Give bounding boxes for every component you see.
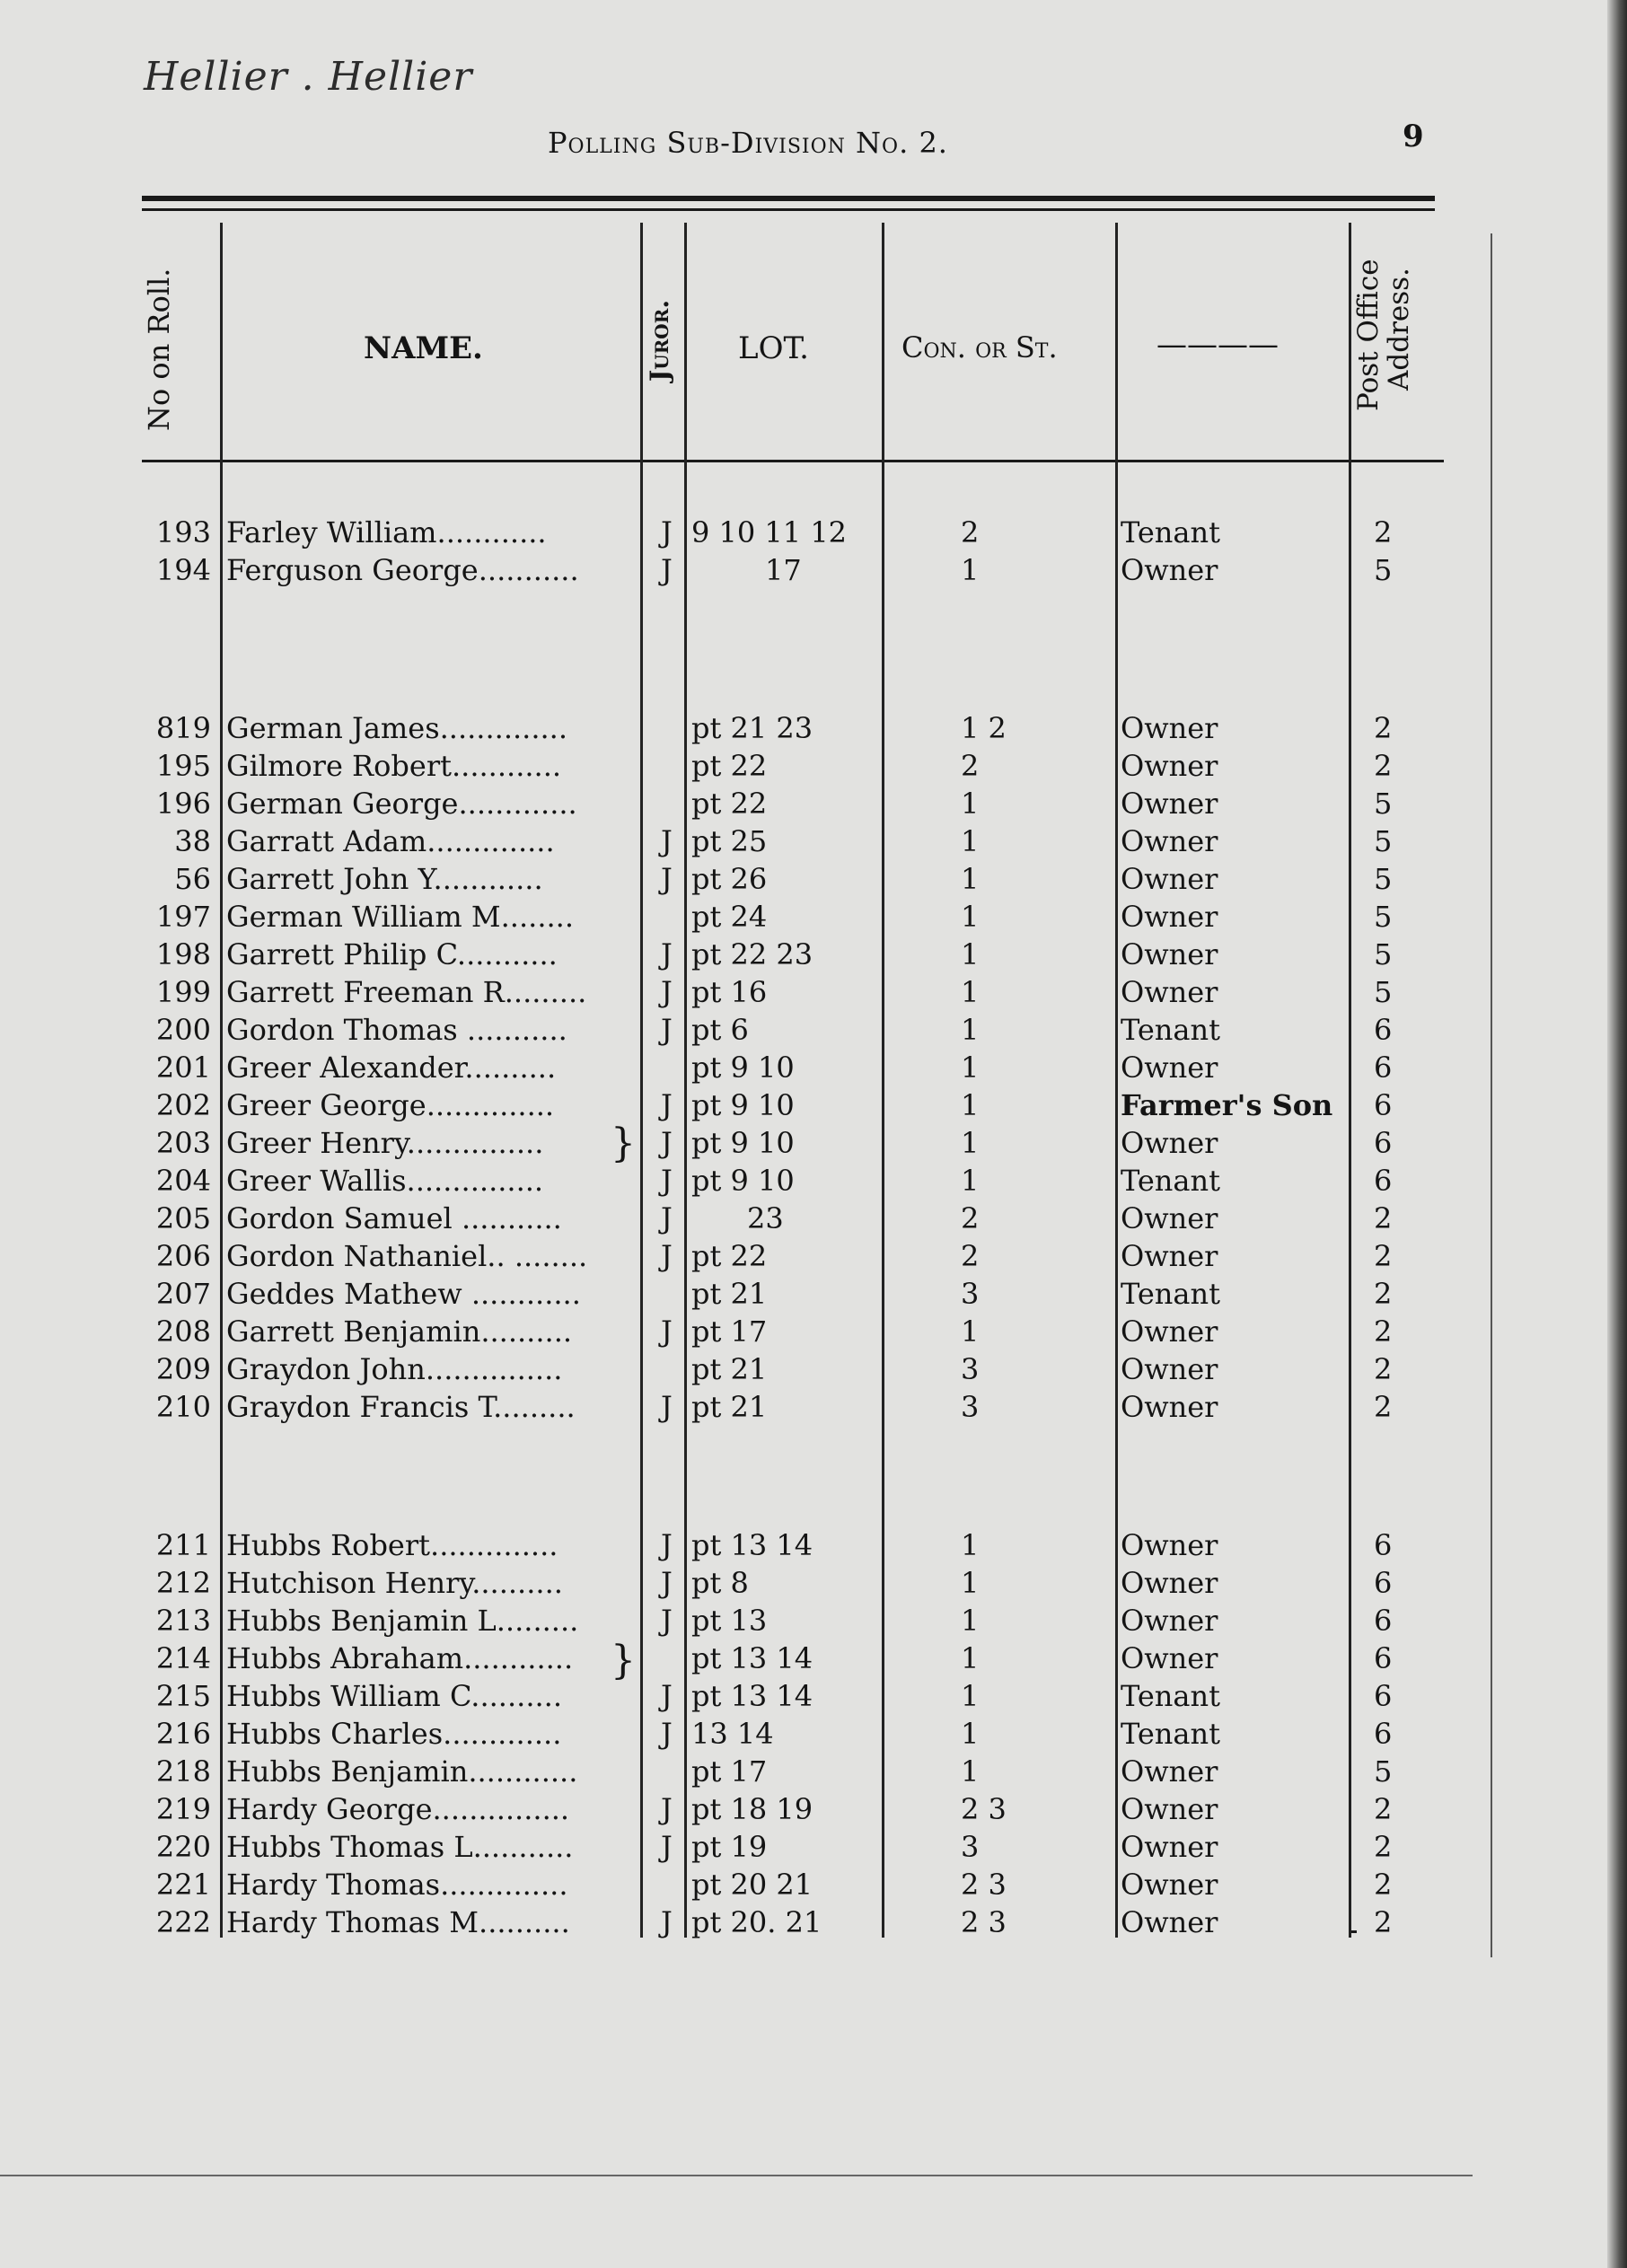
tenure-status: Owner xyxy=(1121,1126,1218,1160)
roll-number: 220 xyxy=(155,1830,211,1864)
tenure-status: Tenant xyxy=(1121,1013,1220,1047)
post-office: 6 xyxy=(1374,1604,1393,1638)
post-office: 2 xyxy=(1374,1277,1393,1311)
tenure-status: Owner xyxy=(1121,1528,1218,1562)
voter-name: Garratt Adam.............. xyxy=(226,824,555,858)
tenure-status: Owner xyxy=(1121,1905,1218,1939)
juror-mark: J xyxy=(661,1566,673,1600)
lot: pt 22 xyxy=(691,749,768,783)
voter-name: Garrett Philip C........... xyxy=(226,937,558,971)
tenure-status: Tenant xyxy=(1121,1164,1220,1198)
concession: 1 xyxy=(961,1013,980,1047)
tenure-status: Owner xyxy=(1121,975,1218,1009)
lot: pt 16 xyxy=(691,975,768,1009)
post-office: 2 xyxy=(1374,1239,1393,1273)
concession: 1 xyxy=(961,1679,980,1713)
post-office: 5 xyxy=(1374,553,1393,587)
roll-number: 208 xyxy=(155,1314,211,1349)
lot: pt 24 xyxy=(691,900,768,934)
concession: 1 xyxy=(961,862,980,896)
lot: pt 8 xyxy=(691,1566,749,1600)
concession: 2 3 xyxy=(961,1792,1007,1826)
post-office: 5 xyxy=(1374,862,1393,896)
roll-number: 214 xyxy=(155,1641,211,1675)
roll-number: 38 xyxy=(174,824,211,858)
voter-name: Gordon Nathaniel.. ........ xyxy=(226,1239,588,1273)
post-office: 6 xyxy=(1374,1088,1393,1122)
tenure-status: Owner xyxy=(1121,1390,1218,1424)
header-blank-column: ———— xyxy=(1156,327,1279,363)
top-rule-thin xyxy=(142,208,1435,211)
lot: pt 25 xyxy=(691,824,768,858)
roll-number: 210 xyxy=(155,1390,211,1424)
page-number: 9 xyxy=(1403,119,1424,154)
post-office: 6 xyxy=(1374,1717,1393,1751)
tenure-status: Owner xyxy=(1121,1050,1218,1085)
post-office: 6 xyxy=(1374,1679,1393,1713)
concession: 1 xyxy=(961,553,980,587)
post-office: 2 xyxy=(1374,1390,1393,1424)
roll-number: 211 xyxy=(155,1528,211,1562)
juror-mark: J xyxy=(661,1390,673,1424)
juror-mark: J xyxy=(661,515,673,549)
concession: 3 xyxy=(961,1830,980,1864)
lot: pt 21 23 xyxy=(691,711,814,745)
voter-name: Hardy Thomas M.......... xyxy=(226,1905,570,1939)
roll-number: 209 xyxy=(155,1352,211,1386)
header-post-office-line2: Address. xyxy=(1383,268,1415,391)
voter-name: Hubbs Benjamin............ xyxy=(226,1754,578,1789)
voter-name: Hubbs Abraham............ xyxy=(226,1641,574,1675)
lot: 17 xyxy=(765,553,802,587)
tenure-status: Tenant xyxy=(1121,1717,1220,1751)
voter-name: Geddes Mathew ............ xyxy=(226,1277,581,1311)
voter-name: Hutchison Henry.......... xyxy=(226,1566,563,1600)
brace-greer: } xyxy=(611,1121,636,1166)
roll-number: 206 xyxy=(155,1239,211,1273)
roll-number: 193 xyxy=(155,515,211,549)
table-bottom-rule xyxy=(1351,1930,1357,1933)
concession: 3 xyxy=(961,1352,980,1386)
voter-name: Greer George.............. xyxy=(226,1088,555,1122)
voter-name: Greer Alexander.......... xyxy=(226,1050,557,1085)
tenure-status: Owner xyxy=(1121,1352,1218,1386)
juror-mark: J xyxy=(661,824,673,858)
juror-mark: J xyxy=(661,1201,673,1235)
voter-name: Hardy George............... xyxy=(226,1792,570,1826)
roll-number: 204 xyxy=(155,1164,211,1198)
tenure-status: Owner xyxy=(1121,862,1218,896)
post-office: 6 xyxy=(1374,1126,1393,1160)
lot: pt 13 xyxy=(691,1604,768,1638)
tenure-status: Owner xyxy=(1121,900,1218,934)
voter-name: Gordon Thomas ........... xyxy=(226,1013,567,1047)
juror-mark: J xyxy=(661,1528,673,1562)
concession: 2 xyxy=(961,1239,980,1273)
lot: pt 22 xyxy=(691,1239,768,1273)
juror-mark: J xyxy=(661,1717,673,1751)
concession: 2 xyxy=(961,1201,980,1235)
post-office: 2 xyxy=(1374,1905,1393,1939)
voter-name: Hubbs William C.......... xyxy=(226,1679,562,1713)
post-office: 5 xyxy=(1374,824,1393,858)
concession: 1 xyxy=(961,1088,980,1122)
concession: 1 xyxy=(961,1566,980,1600)
voter-name: Gilmore Robert............ xyxy=(226,749,562,783)
roll-number: 218 xyxy=(155,1754,211,1789)
post-office: 2 xyxy=(1374,1352,1393,1386)
lot: pt 9 10 xyxy=(691,1164,795,1198)
concession: 1 2 xyxy=(961,711,1007,745)
lot: pt 18 19 xyxy=(691,1792,814,1826)
tenure-status: Owner xyxy=(1121,749,1218,783)
juror-mark: J xyxy=(661,1792,673,1826)
juror-mark: J xyxy=(661,1905,673,1939)
col-divider-4 xyxy=(882,223,884,1938)
lot: pt 9 10 xyxy=(691,1126,795,1160)
post-office: 5 xyxy=(1374,937,1393,971)
tenure-status: Owner xyxy=(1121,1641,1218,1675)
tenure-status: Owner xyxy=(1121,1314,1218,1349)
roll-number: 219 xyxy=(155,1792,211,1826)
voter-name: Greer Henry............... xyxy=(226,1126,544,1160)
roll-number: 196 xyxy=(155,787,211,821)
lot: pt 21 xyxy=(691,1390,768,1424)
col-divider-1 xyxy=(220,223,223,1938)
right-margin-line xyxy=(1491,233,1492,1957)
roll-number: 205 xyxy=(155,1201,211,1235)
tenure-status: Owner xyxy=(1121,1604,1218,1638)
concession: 1 xyxy=(961,1754,980,1789)
post-office: 2 xyxy=(1374,749,1393,783)
juror-mark: J xyxy=(661,1314,673,1349)
tenure-status: Owner xyxy=(1121,711,1218,745)
header-juror: Juror. xyxy=(645,299,674,382)
lot: pt 26 xyxy=(691,862,768,896)
concession: 3 xyxy=(961,1390,980,1424)
roll-number: 200 xyxy=(155,1013,211,1047)
concession: 1 xyxy=(961,1604,980,1638)
roll-number: 213 xyxy=(155,1604,211,1638)
concession: 1 xyxy=(961,1528,980,1562)
juror-mark: J xyxy=(661,1239,673,1273)
concession: 1 xyxy=(961,937,980,971)
tenure-status: Owner xyxy=(1121,787,1218,821)
tenure-status: Owner xyxy=(1121,1830,1218,1864)
tenure-status: Tenant xyxy=(1121,1679,1220,1713)
post-office: 6 xyxy=(1374,1528,1393,1562)
lot: 23 xyxy=(747,1201,784,1235)
col-divider-6 xyxy=(1349,223,1351,1938)
tenure-status: Tenant xyxy=(1121,515,1220,549)
roll-number: 216 xyxy=(155,1717,211,1751)
concession: 2 xyxy=(961,515,980,549)
roll-number: 221 xyxy=(155,1868,211,1902)
handwritten-annotation: Hellier . Hellier xyxy=(144,54,473,100)
post-office: 6 xyxy=(1374,1050,1393,1085)
lot: pt 21 xyxy=(691,1352,768,1386)
header-no-on-roll: No on Roll. xyxy=(142,268,176,431)
roll-number: 202 xyxy=(155,1088,211,1122)
post-office: 2 xyxy=(1374,711,1393,745)
header-post-office-line1: Post Office xyxy=(1352,259,1385,411)
voter-name: Ferguson George........... xyxy=(226,553,579,587)
juror-mark: J xyxy=(661,862,673,896)
post-office: 5 xyxy=(1374,900,1393,934)
header-lot: LOT. xyxy=(738,330,809,366)
lot: pt 6 xyxy=(691,1013,749,1047)
concession: 1 xyxy=(961,900,980,934)
concession: 1 xyxy=(961,1717,980,1751)
voter-name: Garrett Benjamin.......... xyxy=(226,1314,573,1349)
roll-number: 201 xyxy=(155,1050,211,1085)
lot: pt 13 14 xyxy=(691,1528,814,1562)
header-bottom-rule xyxy=(142,460,1444,462)
voter-name: German James.............. xyxy=(226,711,568,745)
post-office: 5 xyxy=(1374,975,1393,1009)
post-office: 2 xyxy=(1374,1830,1393,1864)
tenure-status: Owner xyxy=(1121,1566,1218,1600)
post-office: 2 xyxy=(1374,515,1393,549)
post-office: 6 xyxy=(1374,1164,1393,1198)
post-office: 2 xyxy=(1374,1868,1393,1902)
lot: pt 20. 21 xyxy=(691,1905,822,1939)
juror-mark: J xyxy=(661,1679,673,1713)
juror-mark: J xyxy=(661,1088,673,1122)
voter-name: Hubbs Robert.............. xyxy=(226,1528,558,1562)
concession: 2 3 xyxy=(961,1905,1007,1939)
lot: pt 9 10 xyxy=(691,1050,795,1085)
post-office: 2 xyxy=(1374,1314,1393,1349)
concession: 2 xyxy=(961,749,980,783)
tenure-status: Owner xyxy=(1121,1754,1218,1789)
post-office: 2 xyxy=(1374,1201,1393,1235)
voter-name: Hubbs Charles............. xyxy=(226,1717,562,1751)
roll-number: 194 xyxy=(155,553,211,587)
bottom-margin-line xyxy=(0,2175,1473,2176)
lot: pt 21 xyxy=(691,1277,768,1311)
header-con-or-st: Con. or St. xyxy=(901,330,1058,365)
roll-number: 198 xyxy=(155,937,211,971)
col-divider-5 xyxy=(1115,223,1118,1938)
lot: pt 13 14 xyxy=(691,1679,814,1713)
concession: 1 xyxy=(961,1641,980,1675)
roll-number: 56 xyxy=(174,862,211,896)
tenure-status: Owner xyxy=(1121,553,1218,587)
roll-number: 222 xyxy=(155,1905,211,1939)
post-office: 6 xyxy=(1374,1641,1393,1675)
voter-name: Garrett Freeman R......... xyxy=(226,975,587,1009)
voter-name: German George............. xyxy=(226,787,577,821)
tenure-status: Tenant xyxy=(1121,1277,1220,1311)
roll-number: 197 xyxy=(155,900,211,934)
post-office: 2 xyxy=(1374,1792,1393,1826)
concession: 2 3 xyxy=(961,1868,1007,1902)
lot: pt 17 xyxy=(691,1754,768,1789)
concession: 1 xyxy=(961,787,980,821)
voter-name: Hubbs Benjamin L......... xyxy=(226,1604,579,1638)
voter-name: Graydon Francis T......... xyxy=(226,1390,576,1424)
juror-mark: J xyxy=(661,1164,673,1198)
concession: 1 xyxy=(961,1314,980,1349)
tenure-status: Owner xyxy=(1121,824,1218,858)
roll-number: 199 xyxy=(155,975,211,1009)
post-office: 5 xyxy=(1374,1754,1393,1789)
juror-mark: J xyxy=(661,1604,673,1638)
juror-mark: J xyxy=(661,553,673,587)
lot: pt 22 23 xyxy=(691,937,814,971)
tenure-status: Owner xyxy=(1121,1201,1218,1235)
tenure-status: Owner xyxy=(1121,1792,1218,1826)
tenure-status: Owner xyxy=(1121,1239,1218,1273)
page-header: Polling Sub-Division No. 2. xyxy=(548,126,948,160)
lot: pt 22 xyxy=(691,787,768,821)
juror-mark: J xyxy=(661,1013,673,1047)
roll-number: 819 xyxy=(155,711,211,745)
juror-mark: J xyxy=(661,1126,673,1160)
voter-name: Hardy Thomas.............. xyxy=(226,1868,568,1902)
lot: 13 14 xyxy=(691,1717,774,1751)
voter-name: Greer Wallis............... xyxy=(226,1164,544,1198)
post-office: 5 xyxy=(1374,787,1393,821)
concession: 3 xyxy=(961,1277,980,1311)
juror-mark: J xyxy=(661,975,673,1009)
top-rule-thick xyxy=(142,196,1435,201)
col-divider-2 xyxy=(640,223,643,1938)
lot: 9 10 11 12 xyxy=(691,515,848,549)
col-divider-3 xyxy=(684,223,687,1938)
juror-mark: J xyxy=(661,937,673,971)
roll-number: 215 xyxy=(155,1679,211,1713)
roll-number: 212 xyxy=(155,1566,211,1600)
tenure-status: Farmer's Son xyxy=(1121,1088,1333,1122)
voter-name: German William M........ xyxy=(226,900,574,934)
voter-name: Hubbs Thomas L........... xyxy=(226,1830,574,1864)
lot: pt 13 14 xyxy=(691,1641,814,1675)
lot: pt 19 xyxy=(691,1830,768,1864)
voter-name: Gordon Samuel ........... xyxy=(226,1201,562,1235)
concession: 1 xyxy=(961,975,980,1009)
voter-name: Graydon John............... xyxy=(226,1352,563,1386)
page-binding-edge xyxy=(1607,0,1627,2268)
lot: pt 20 21 xyxy=(691,1868,814,1902)
voter-name: Garrett John Y............ xyxy=(226,862,543,896)
roll-number: 203 xyxy=(155,1126,211,1160)
post-office: 6 xyxy=(1374,1566,1393,1600)
juror-mark: J xyxy=(661,1830,673,1864)
concession: 1 xyxy=(961,1050,980,1085)
brace-hubbs: } xyxy=(611,1638,636,1683)
concession: 1 xyxy=(961,1164,980,1198)
post-office: 6 xyxy=(1374,1013,1393,1047)
tenure-status: Owner xyxy=(1121,937,1218,971)
tenure-status: Owner xyxy=(1121,1868,1218,1902)
concession: 1 xyxy=(961,1126,980,1160)
lot: pt 9 10 xyxy=(691,1088,795,1122)
header-name: NAME. xyxy=(364,330,483,366)
lot: pt 17 xyxy=(691,1314,768,1349)
concession: 1 xyxy=(961,824,980,858)
roll-number: 195 xyxy=(155,749,211,783)
voter-name: Farley William............ xyxy=(226,515,547,549)
roll-number: 207 xyxy=(155,1277,211,1311)
